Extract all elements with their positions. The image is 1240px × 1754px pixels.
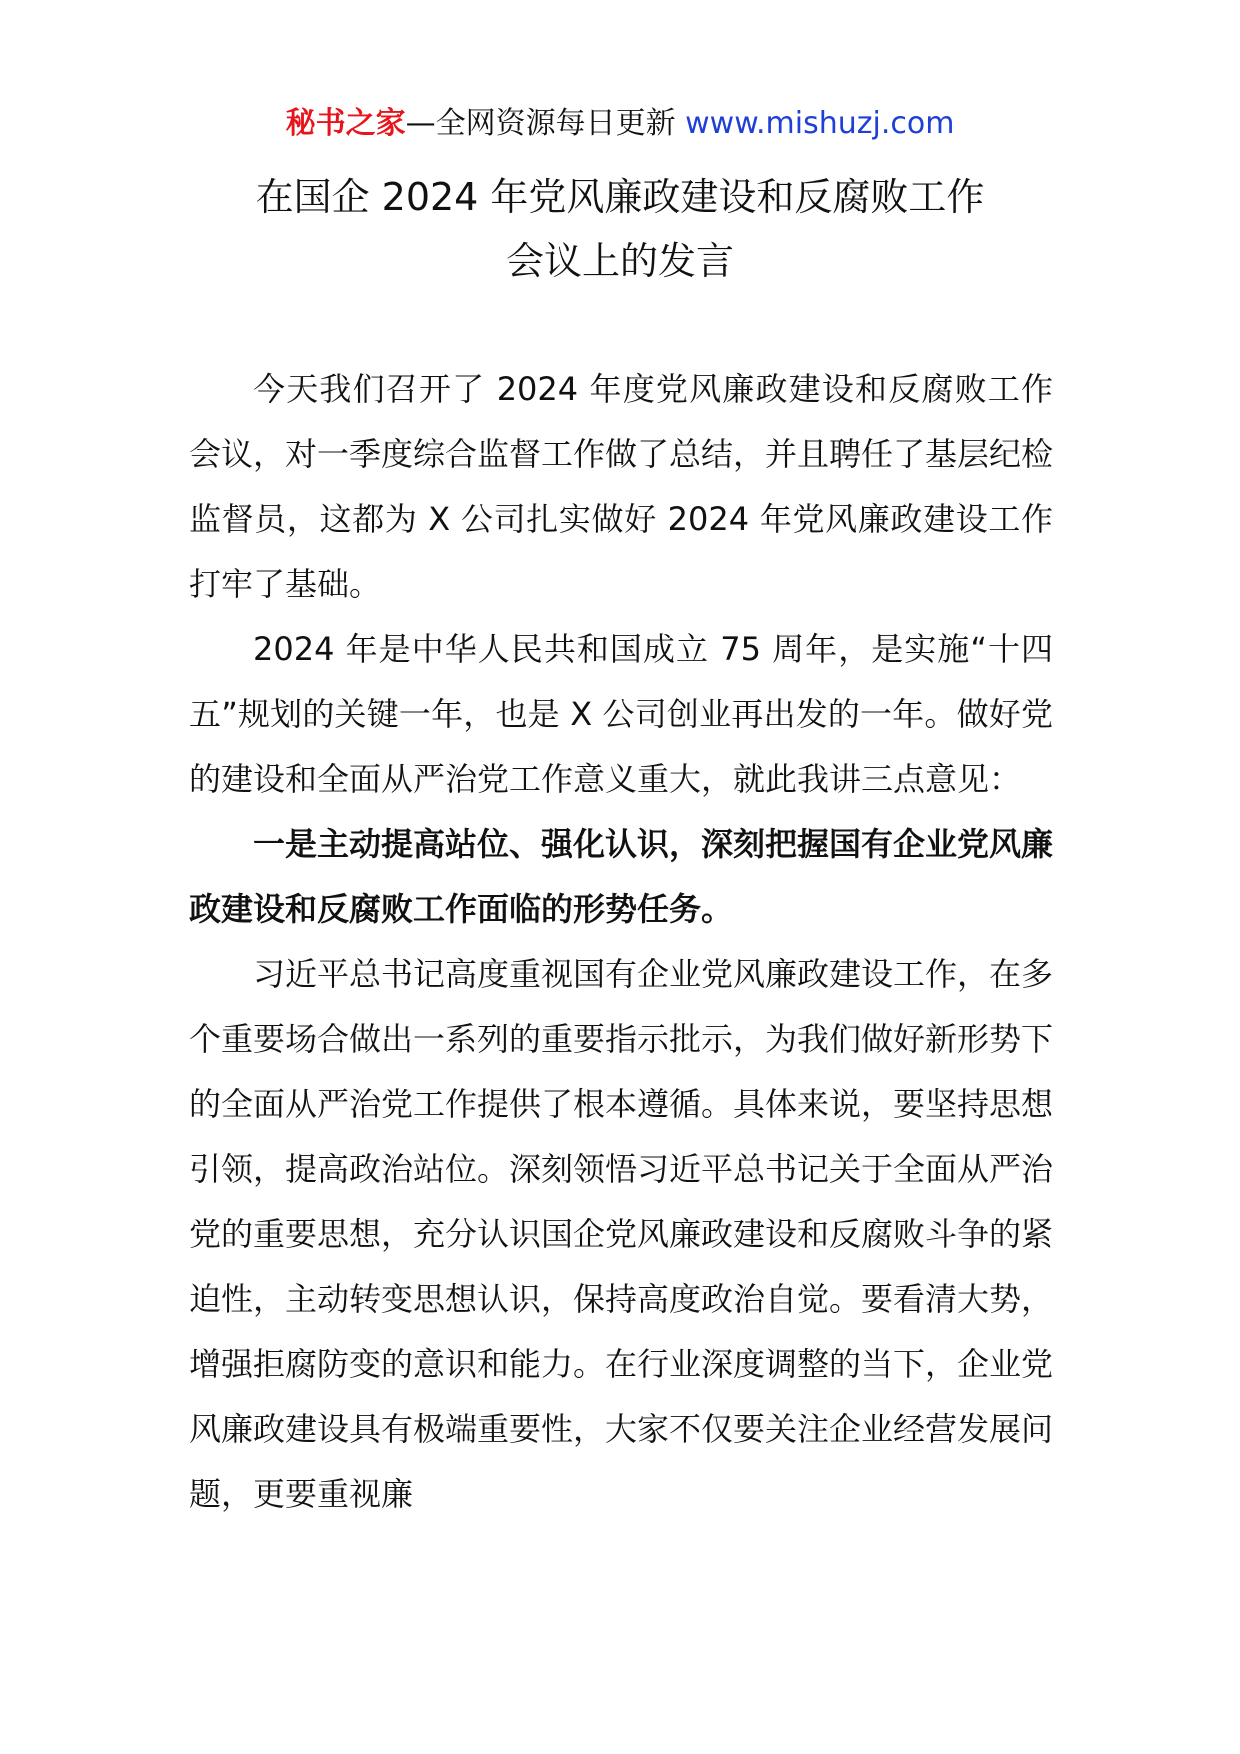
document-title xyxy=(0,165,1240,293)
site-brand: 秘书之家 xyxy=(285,106,406,141)
paragraph-section-1: 习近平总书记高度重视国有企业党风廉政建设工作，在多个重要场合做出一系列的重要指示批示，为我们做好新形势下的全面从严治党工作提供了根本遵循。具体来说，要坚持思想引领，提高政治站位。深刻领悟习近平总书记关于全面从严治党的重要思想，充分认识国企党风廉政建设和反腐败斗争的紧迫性，主动转变思想认识，保持高度政治自觉。要看清大势，增强拒腐防变的意识和能力。在行业深度调整的当下，企业党风廉政建设具有极端重要性，大家不仅要关注企业经营发展问题，更要重视廉 xyxy=(189,955,1054,1513)
paragraph-intro: 今天我们召开了 2024 年度党风廉政建设和反腐败工作会议，对一季度综合监督工作做了总结，并且聘任了基层纪检监督员，这都为 X 公司扎实做好 2024 年党风廉政建设工作打牢了基础。 xyxy=(189,370,1054,603)
site-url-link[interactable]: www.mishuzj.com xyxy=(685,106,955,141)
paragraph-context: 2024 年是中华人民共和国成立 75 周年，是实施“十四五”规划的关键一年，也是 X 公司创业再出发的一年。做好党的建设和全面从严治党工作意义重大，就此我讲三点意见： xyxy=(189,630,1053,798)
document-title-line-1: 在国企 2024 年党风廉政建设和反腐败工作 xyxy=(255,175,985,219)
document-title-line-2: 会议上的发言 xyxy=(505,239,734,283)
site-banner xyxy=(0,102,1240,146)
site-tagline: —全网资源每日更新 xyxy=(405,106,676,141)
document-body xyxy=(189,357,1053,1527)
section-heading-1: 一是主动提高站位、强化认识，深刻把握国有企业党风廉政建设和反腐败工作面临的形势任务。 xyxy=(189,825,1054,928)
